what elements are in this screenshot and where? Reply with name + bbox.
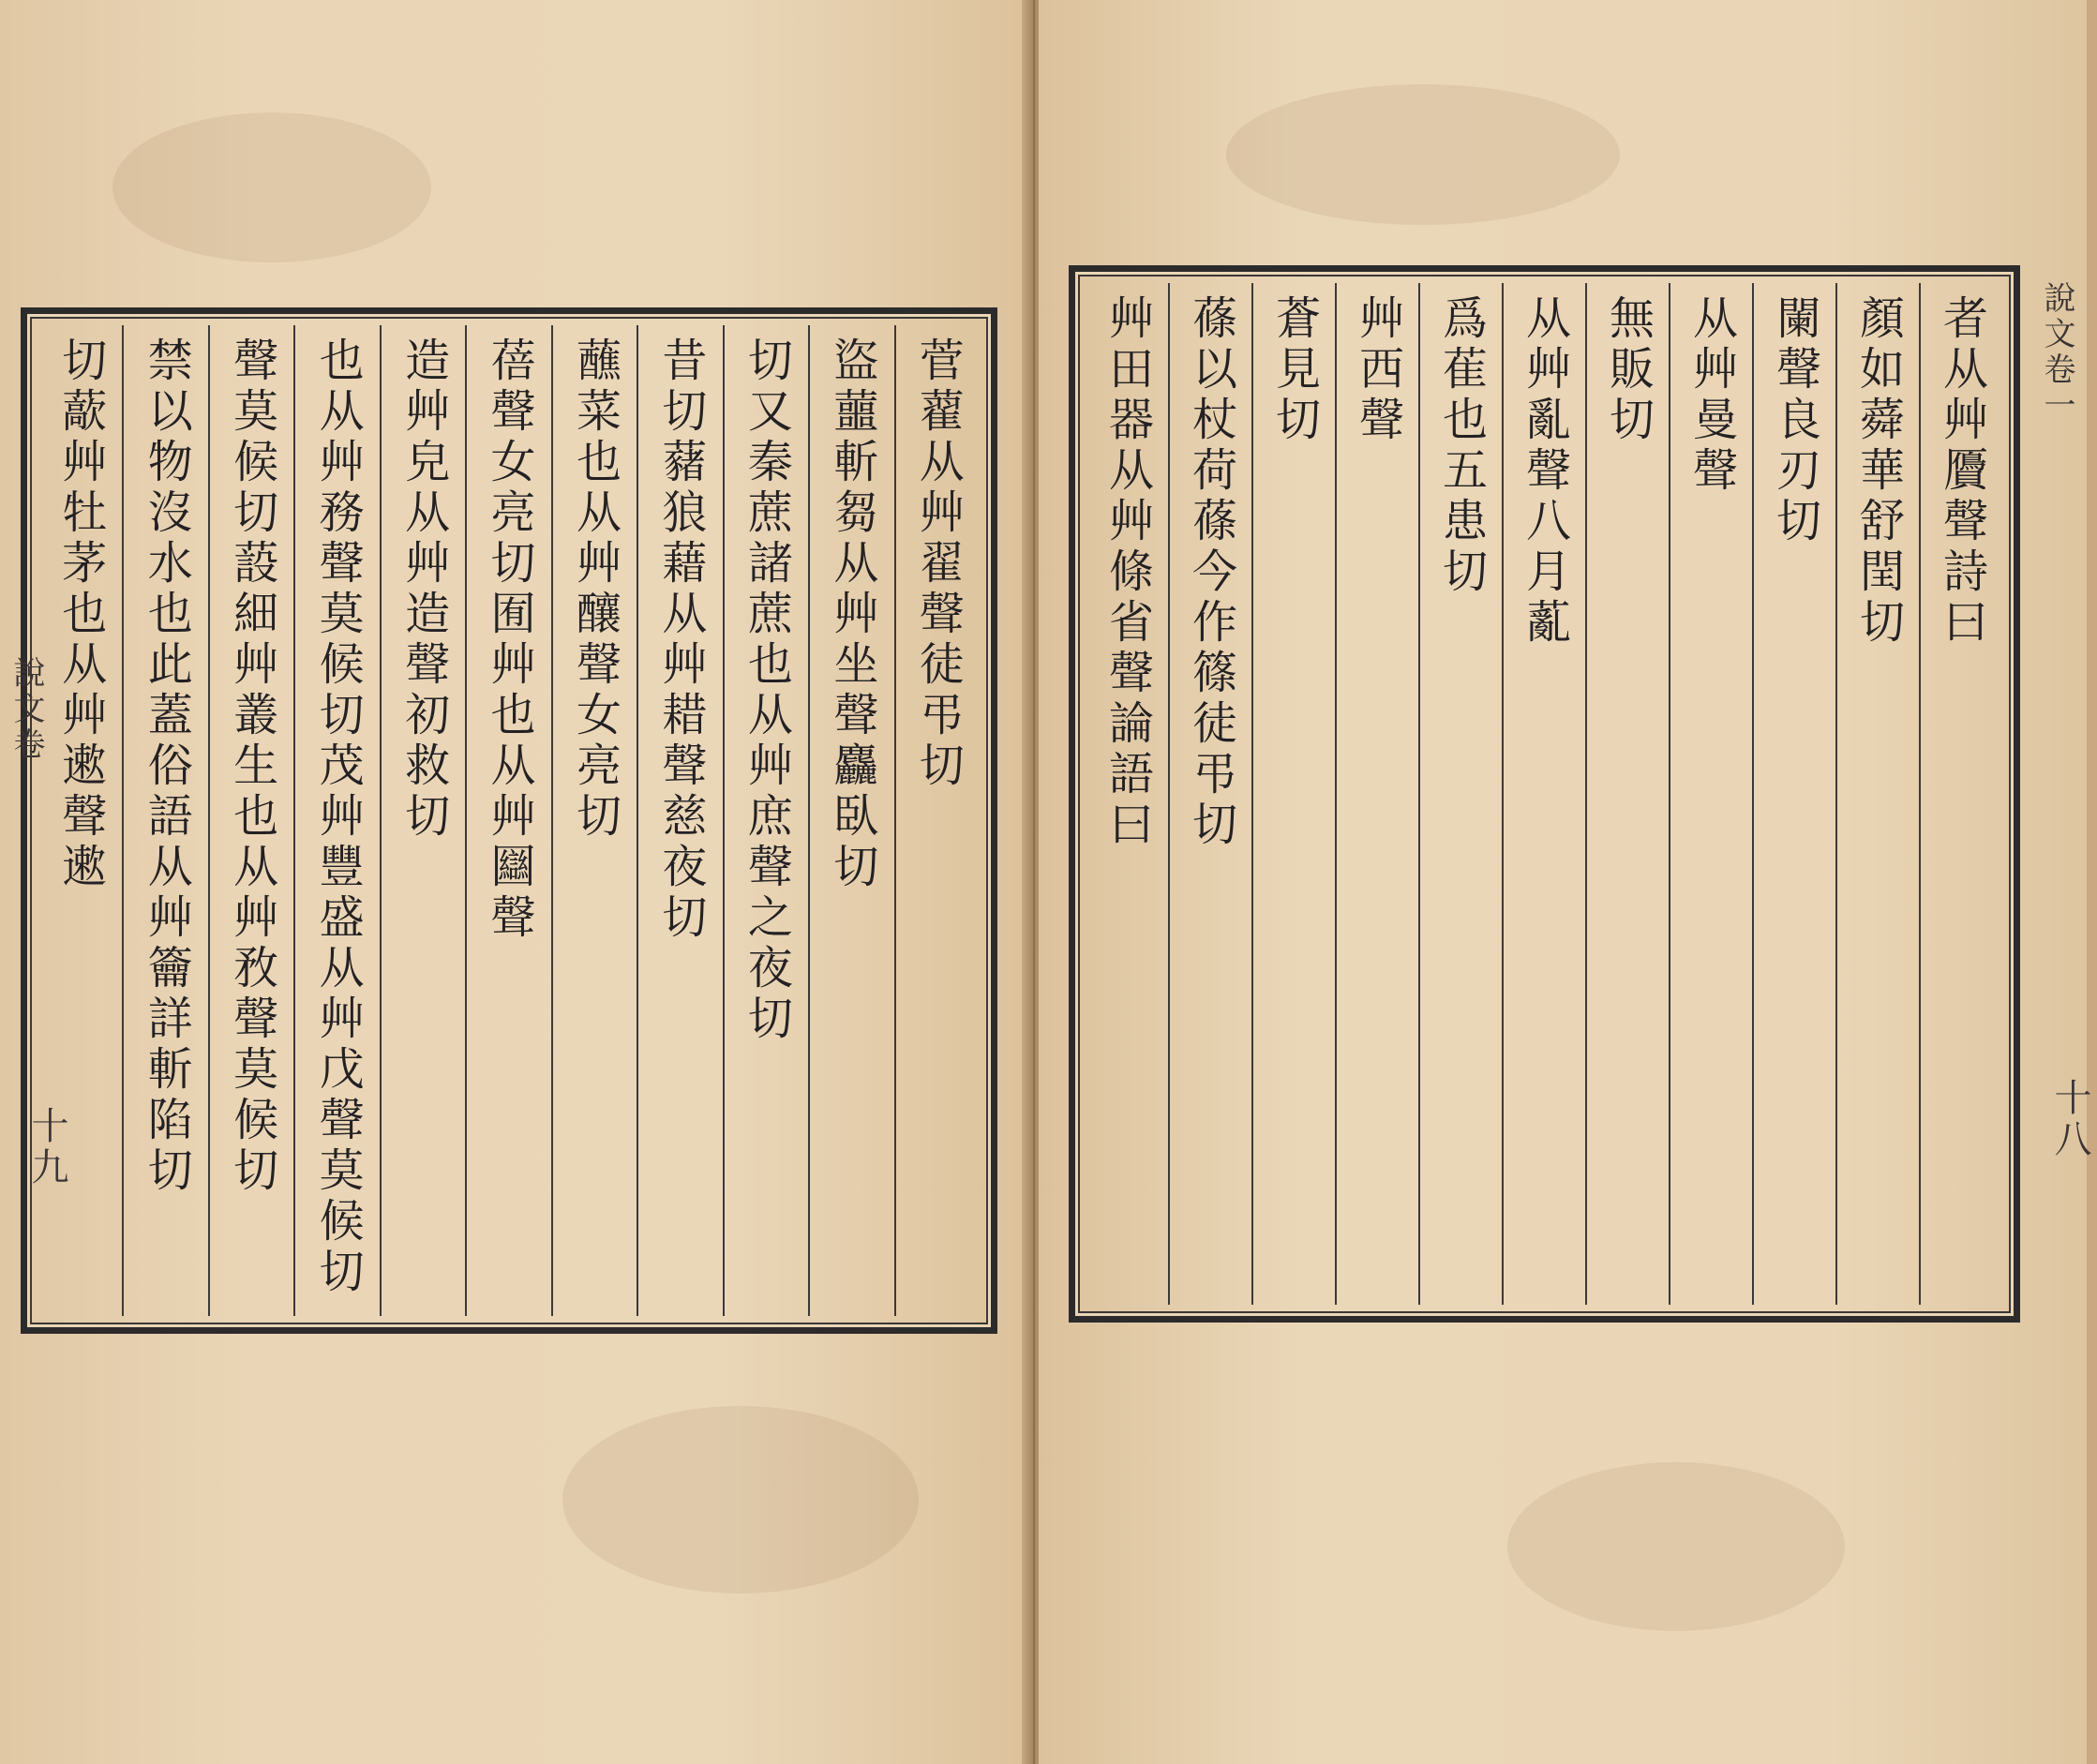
column-text: 禁以物沒水也此蓋俗語从艸籥詳斬陷切 xyxy=(140,336,193,1197)
column-text: 造艸皃从艸造聲初救切 xyxy=(397,336,450,843)
text-column xyxy=(1086,283,1168,1305)
paper-stain xyxy=(1226,84,1620,225)
column-text: 爲萑也五患切 xyxy=(1434,294,1488,598)
column-text: 菅藋从艸翟聲徒弔切 xyxy=(911,336,965,792)
column-text: 也从艸務聲莫候切茂艸豐盛从艸戊聲莫候切 xyxy=(311,336,365,1298)
paper-stain xyxy=(112,112,431,262)
text-column xyxy=(1168,283,1251,1305)
column-text: 者从艸贗聲詩曰 xyxy=(1935,294,1988,649)
text-column xyxy=(808,325,893,1316)
text-column xyxy=(1669,283,1752,1305)
column-text: 闌聲良刃切 xyxy=(1768,294,1821,547)
column-text: 無販切 xyxy=(1601,294,1655,446)
left-margin-title: 說文卷 xyxy=(7,656,45,763)
text-column xyxy=(894,325,980,1316)
paper-stain xyxy=(562,1406,919,1593)
text-column xyxy=(1502,283,1585,1305)
right-text-frame xyxy=(1069,265,2020,1323)
column-text: 蘸菜也从艸釀聲女亮切 xyxy=(568,336,622,843)
column-text: 艸田器从艸條省聲論語曰 xyxy=(1101,294,1154,851)
text-column xyxy=(208,325,293,1316)
text-column xyxy=(637,325,722,1316)
text-column xyxy=(723,325,808,1316)
text-column xyxy=(1335,283,1418,1305)
text-column xyxy=(1418,283,1502,1305)
column-text: 聲莫候切蔎細艸叢生也从艸敄聲莫候切 xyxy=(225,336,278,1197)
column-text: 顏如蕣華舒閏切 xyxy=(1851,294,1905,649)
text-column xyxy=(380,325,465,1316)
left-text-columns xyxy=(38,325,980,1316)
column-text: 切藃艸牡茅也从艸遬聲遬 xyxy=(53,336,107,893)
column-text: 从艸曼聲 xyxy=(1685,294,1738,497)
text-column xyxy=(1585,283,1669,1305)
text-column xyxy=(551,325,637,1316)
text-column xyxy=(293,325,379,1316)
text-column xyxy=(465,325,550,1316)
right-text-columns xyxy=(1086,283,2002,1305)
text-column xyxy=(1251,283,1335,1305)
left-page-number: 十九 xyxy=(25,1106,68,1188)
left-text-frame xyxy=(21,307,997,1334)
right-page-number: 十八 xyxy=(2048,1078,2091,1160)
right-margin-title: 說文卷一 xyxy=(2038,281,2075,424)
column-text: 盜蘁斬芻从艸坐聲麤臥切 xyxy=(825,336,878,893)
column-text: 蓧以杖荷蓧今作篠徒弔切 xyxy=(1184,294,1237,851)
column-text: 切又秦蔗諸蔗也从艸庶聲之夜切 xyxy=(740,336,793,1045)
text-column xyxy=(1835,283,1919,1305)
column-text: 昔切藸狼藉从艸耤聲慈夜切 xyxy=(653,336,707,944)
column-text: 蒼見切 xyxy=(1267,294,1321,446)
column-text: 艸西聲 xyxy=(1351,294,1404,446)
text-column xyxy=(122,325,207,1316)
text-column xyxy=(1919,283,2002,1305)
column-text: 蓓聲女亮切囿艸也从艸圝聲 xyxy=(483,336,536,944)
paper-stain xyxy=(1507,1462,1845,1631)
text-column xyxy=(1752,283,1835,1305)
column-text: 从艸亂聲八月薍 xyxy=(1518,294,1571,649)
